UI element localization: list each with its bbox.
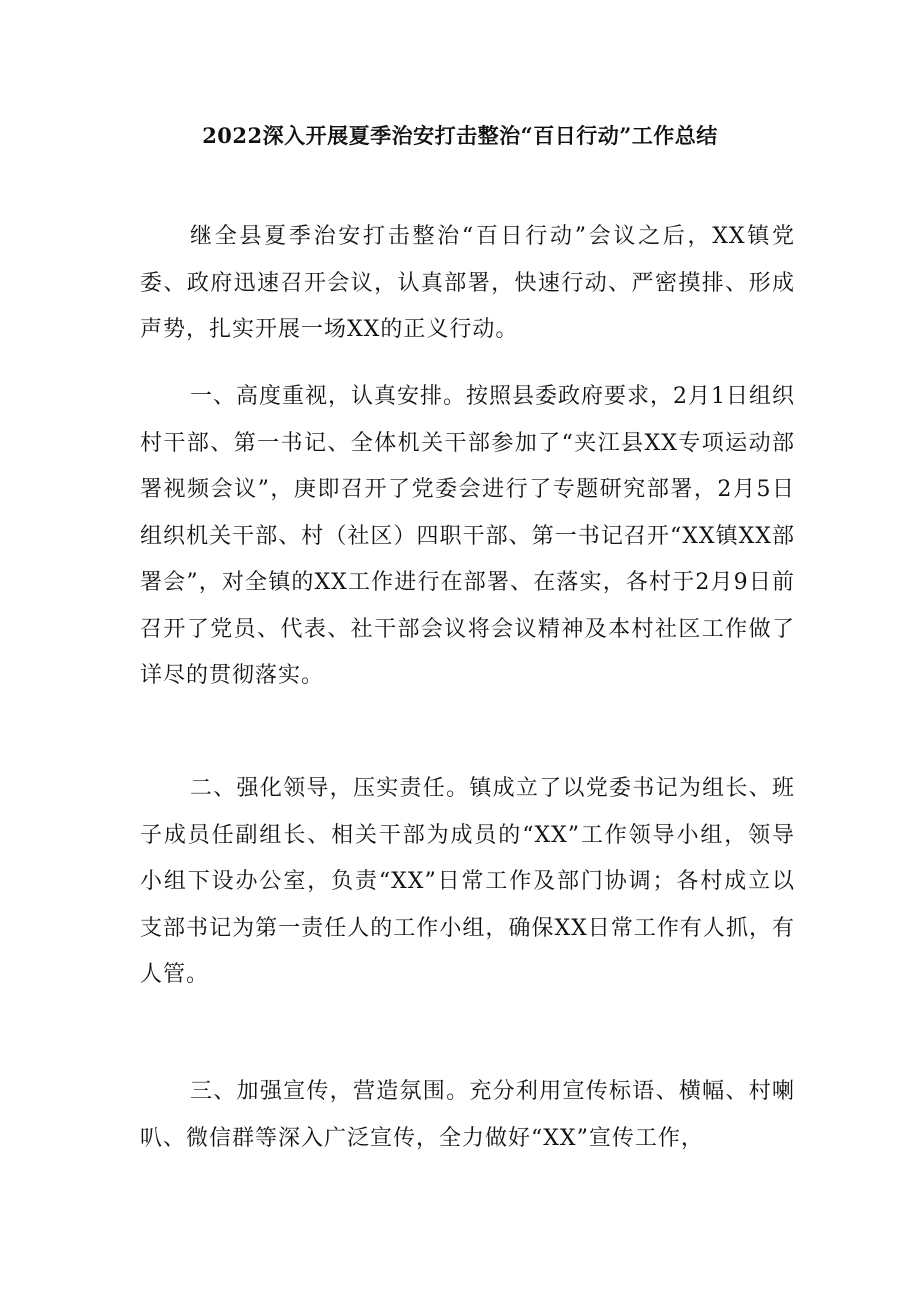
paragraph-section-1: 一、高度重视，认真安排。按照县委政府要求，2月1日组织村干部、第一书记、全体机关干部参加了“夹江县XX专项运动部署视频会议”，庚即召开了党委会进行了专题研究部署，2月5日组织机关干部、村（社区）四职干部、第一书记召开“XX镇XX部署会”，对全镇的XX工作进行在部署、在落实，各村于2月9日前召开了党员、代表、社干部会议将会议精神及本村社区工作做了详尽的贯彻落实。 bbox=[140, 384, 795, 688]
paragraph-intro: 继全县夏季治安打击整治“百日行动”会议之后，XX镇党委、政府迅速召开会议，认真部署，快速行动、严密摸排、形成声势，扎实开展一场XX的正义行动。 bbox=[140, 224, 795, 342]
paragraph-section-2: 二、强化领导，压实责任。镇成立了以党委书记为组长、班子成员任副组长、相关干部为成员的“XX”工作领导小组，领导小组下设办公室，负责“XX”日常工作及部门协调；各村成立以支部书记为第一责任人的工作小组，确保XX日常工作有人抓，有人管。 bbox=[140, 776, 795, 987]
paragraph-section-3: 三、加强宣传，营造氛围。充分利用宣传标语、横幅、村喇叭、微信群等深入广泛宣传，全力做好“XX”宣传工作， bbox=[140, 1079, 795, 1151]
document-title: 2022深入开展夏季治安打击整治“百日行动”工作总结 bbox=[202, 123, 718, 148]
